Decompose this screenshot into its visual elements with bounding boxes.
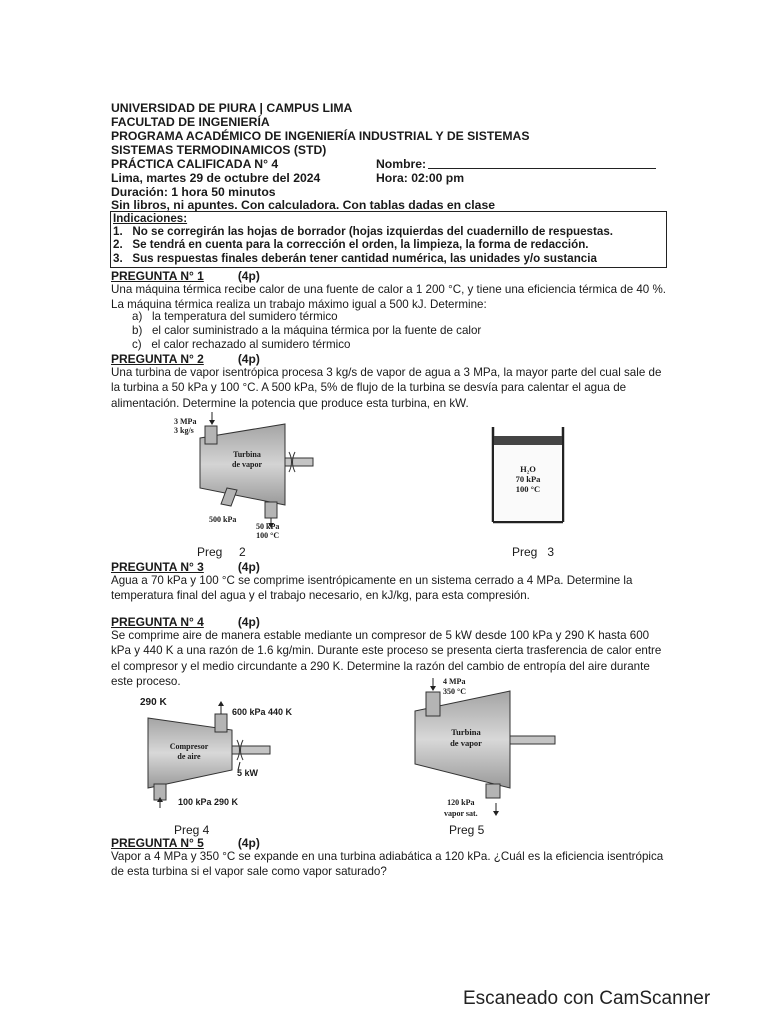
fig3-caption: Preg 3 xyxy=(512,545,555,559)
inlet-arrowhead xyxy=(209,420,215,425)
q1-item-a: a) la temperatura del sumidero térmico xyxy=(132,310,338,323)
exam-title: PRÁCTICA CALIFICADA N° 4 xyxy=(111,157,279,171)
q3-title: PREGUNTA N° 3 (4p) xyxy=(111,560,260,574)
shaft xyxy=(510,736,555,744)
faculty-line: FACULTAD DE INGENIERÍA xyxy=(111,115,270,129)
fig5-turbine-label: Turbina de vapor xyxy=(450,727,482,748)
program-line: PROGRAMA ACADÉMICO DE INGENIERÍA INDUSTRIAL Y DE SISTEMAS xyxy=(111,129,530,143)
fig2-caption: Preg 2 xyxy=(197,545,246,559)
shaft xyxy=(232,746,270,754)
q5-text: Vapor a 4 MPa y 350 °C se expande en una turbina adiabática a 120 kPa. ¿Cuál es la eficiencia isentrópica de esta turbina si el vapor sale como vapor saturado? xyxy=(111,850,664,879)
q4-text: Se comprime aire de manera estable mediante un compresor de 5 kW desde 100 kPa y 290 K hasta 600 kPa y 440 K a una razón de 1.6 kg/min. Durante este proceso se presenta cierta trasferencia de calor entre el compresor y el medio circundante a 290 K. Determine la razón del cambio de entropía del aire durante este proceso. xyxy=(111,629,662,688)
university-line: UNIVERSIDAD DE PIURA | CAMPUS LIMA xyxy=(111,101,353,115)
q1-title: PREGUNTA N° 1 (4p) xyxy=(111,269,260,283)
fig4-power-label: 5 kW xyxy=(237,768,259,778)
fig3-state-label: H₂O 70 kPa 100 °C xyxy=(515,464,541,494)
fig2-exit-label: 50 kPa 100 °C xyxy=(256,522,280,540)
indication-item: 3. Sus respuestas finales deberán tener cantidad numérica, las unidades y/o sustancia xyxy=(113,251,597,265)
piston xyxy=(494,436,562,445)
inlet-pipe xyxy=(426,692,440,716)
fig2-bleed-label: 500 kPa xyxy=(209,515,237,524)
outlet-arrowhead xyxy=(218,701,224,706)
q4-title: PREGUNTA N° 4 (4p) xyxy=(111,615,260,629)
q3-text: Agua a 70 kPa y 100 °C se comprime isentrópicamente en un sistema cerrado a 4 MPa. Determine la temperatura final del agua y el trabajo necesario, en kJ/kg, para esta compresión. xyxy=(111,574,633,603)
fig4-compressor-label: Compresor de aire xyxy=(169,742,209,761)
exam-rules: Sin libros, ni apuntes. Con calculadora. Con tablas dadas en clase xyxy=(111,198,496,212)
fig2-turbine-label: Turbina de vapor xyxy=(232,450,262,469)
outlet-pipe xyxy=(215,714,227,732)
fig4-surround-label: 290 K xyxy=(140,697,167,708)
inlet-pipe xyxy=(205,426,217,444)
exit-pipe xyxy=(486,784,500,798)
q1-item-b: b) el calor suministrado a la máquina térmica por la fuente de calor xyxy=(132,324,482,337)
indication-item: 1. No se corregirán las hojas de borrador (hojas izquierdas del cuadernillo de respuestas. xyxy=(113,225,613,239)
name-label: Nombre: xyxy=(376,157,427,171)
indications-box xyxy=(110,211,667,268)
inlet-arrowhead xyxy=(430,686,436,691)
fig5-inlet-label: 4 MPa 350 °C xyxy=(443,677,466,696)
fig4-caption: Preg 4 xyxy=(174,823,210,837)
q2-title: PREGUNTA N° 2 (4p) xyxy=(111,352,260,366)
exit-pipe xyxy=(265,502,277,518)
exam-time: Hora: 02:00 pm xyxy=(376,171,465,185)
course-line: SISTEMAS TERMODINAMICOS (STD) xyxy=(111,143,327,157)
indications-title: Indicaciones: xyxy=(113,212,188,225)
fig5-caption: Preg 5 xyxy=(449,823,485,837)
exam-date: Lima, martes 29 de octubre del 2024 xyxy=(111,171,321,185)
scanner-watermark: Escaneado con CamScanner xyxy=(463,988,711,1009)
q2-text: Una turbina de vapor isentrópica procesa 3 kg/s de vapor de agua a 3 MPa, la mayor parte del cual sale de la turbina a 50 kPa y 100 °C. A 500 kPa, 5% de flujo de la turbina se desvía para calentar el agua de alimentación. Determine la potencia que produce esta turbina, en kW. xyxy=(111,366,662,410)
fig2-inlet-label: 3 MPa 3 kg/s xyxy=(174,417,197,435)
q1-item-c: c) el calor rechazado al sumidero térmico xyxy=(132,338,351,351)
indication-item: 2. Se tendrá en cuenta para la corrección el orden, la limpieza, la forma de redacción. xyxy=(113,238,589,252)
exam-duration: Duración: 1 hora 50 minutos xyxy=(111,185,276,199)
q1-text: Una máquina térmica recibe calor de una fuente de calor a 1 200 °C, y tiene una eficiencia térmica de 40 %. La máquina térmica realiza un trabajo máximo igual a 500 kJ. Determine: xyxy=(111,283,667,312)
fig5-exit-label: 120 kPa vapor sat. xyxy=(444,798,478,818)
name-blank-line xyxy=(428,168,656,169)
fig4-outlet-label: 600 kPa 440 K xyxy=(232,707,293,717)
shaft xyxy=(285,458,313,466)
q5-title: PREGUNTA N° 5 (4p) xyxy=(111,836,260,850)
exit-arrowhead xyxy=(493,811,499,816)
fig4-inlet-label: 100 kPa 290 K xyxy=(178,797,239,807)
